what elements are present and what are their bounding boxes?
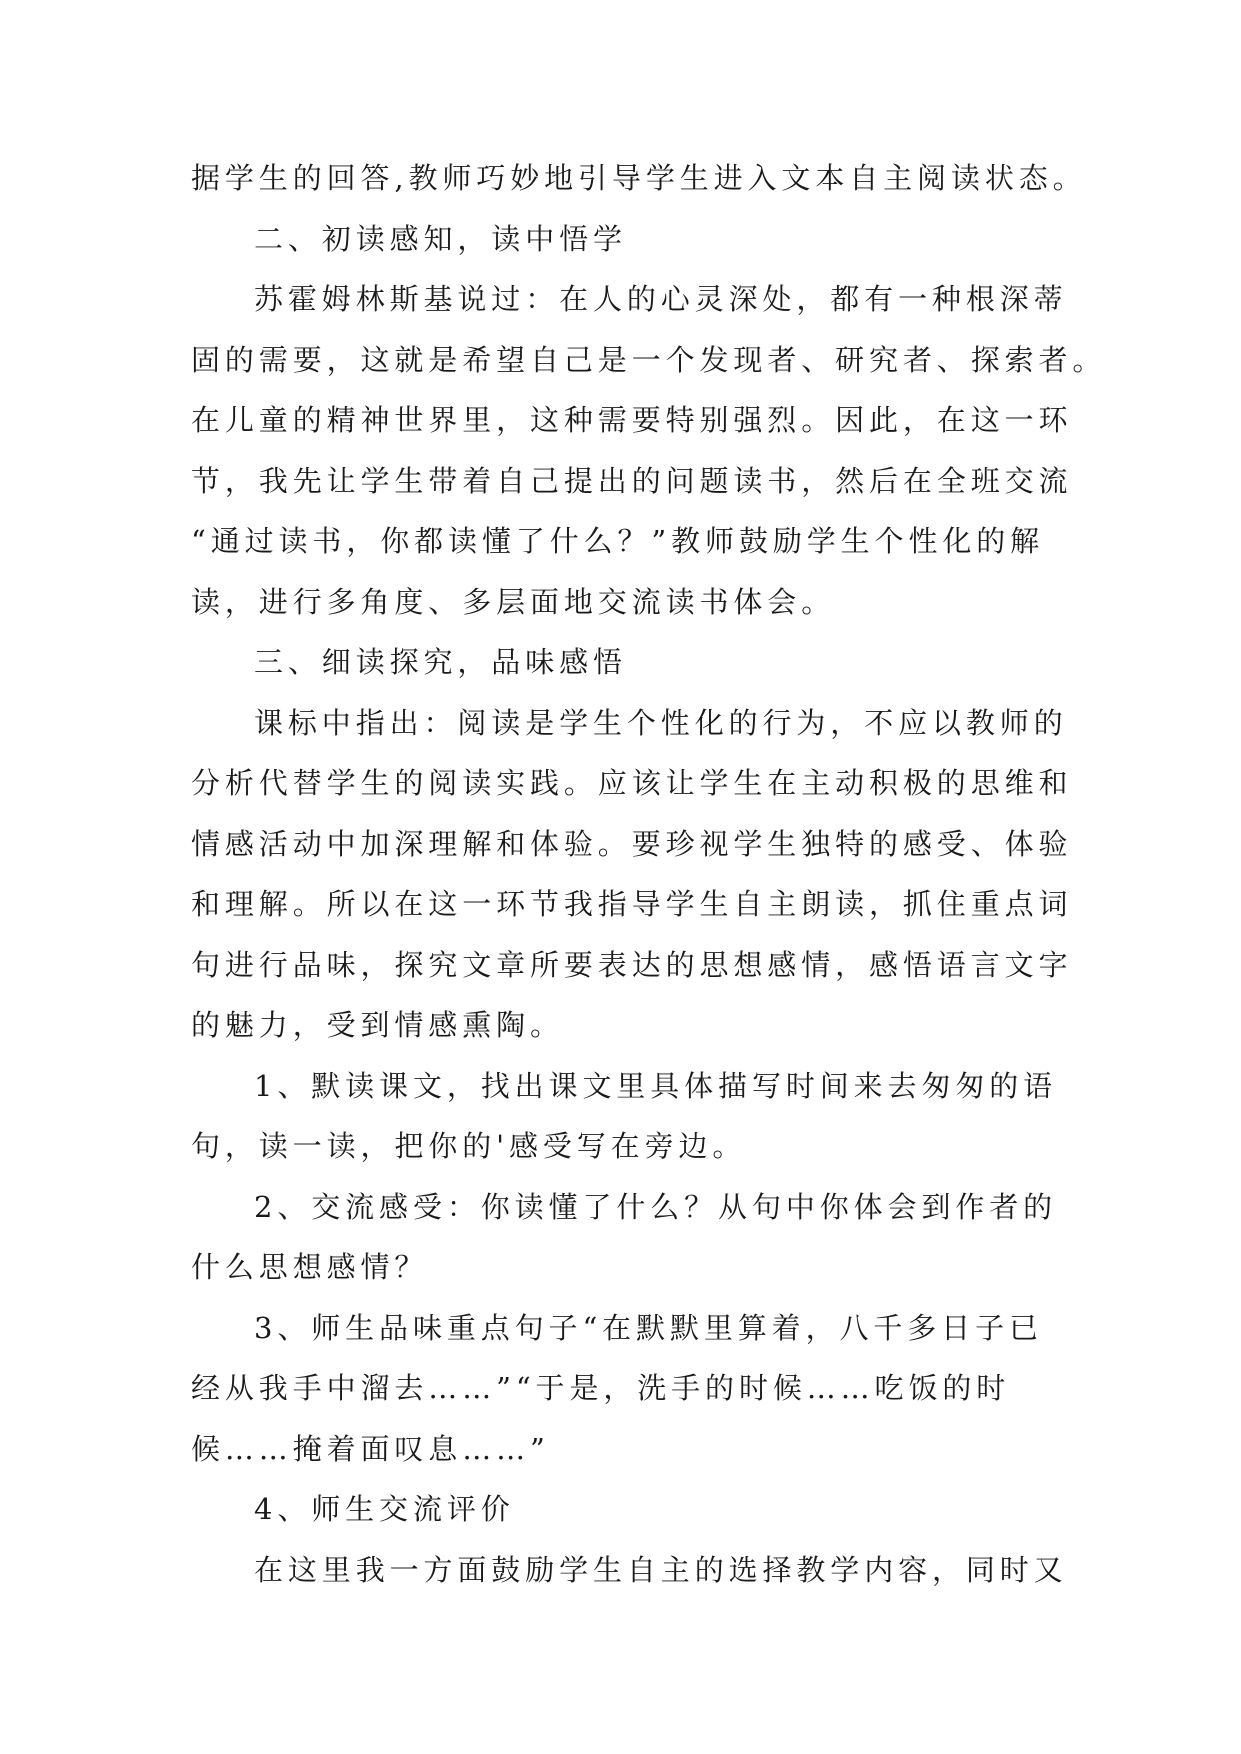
text-line: 句进行品味，探究文章所要表达的思想感情，感悟语言文字: [191, 947, 1073, 982]
body-text: [191, 148, 1107, 1600]
text-line: 经从我手中溜去……”“于是，洗手的时候……吃饭的时: [191, 1371, 1011, 1405]
text-line: 节，我先让学生带着自己提出的问题读书，然后在全班交流: [191, 463, 1073, 498]
text-line: 句，读一读，把你的'感受写在旁边。: [191, 1129, 747, 1163]
text-line: 读，进行多角度、多层面地交流读书体会。: [191, 584, 836, 619]
text-line: 固的需要，这就是希望自己是一个发现者、研究者、探索者。: [191, 342, 1107, 377]
text-line: 在这里我一方面鼓励学生自主的选择教学内容，同时又: [254, 1552, 1068, 1587]
text-line: 候……掩着面叹息……”: [191, 1431, 550, 1466]
text-line: 什么思想感情？: [191, 1250, 429, 1284]
text-line: 2、交流感受：你读懂了什么？从句中你体会到作者的: [254, 1189, 1058, 1224]
text-line: 的魅力，受到情感熏陶。: [191, 1008, 564, 1042]
text-line: 二、初读感知，读中悟学: [254, 221, 627, 256]
text-line: 据学生的回答,教师巧妙地引导学生进入文本自主阅读状态。: [191, 161, 1087, 195]
text-line: 1、默读课文，找出课文里具体描写时间来去匆匆的语: [254, 1068, 1058, 1103]
text-line: 和理解。所以在这一环节我指导学生自主朗读，抓住重点词: [191, 887, 1073, 921]
text-line: “通过读书，你都读懂了什么？”教师鼓励学生个性化的解: [191, 524, 1045, 558]
text-line: 4、师生交流评价: [254, 1492, 515, 1526]
text-line: 在儿童的精神世界里，这种需要特别强烈。因此，在这一环: [191, 403, 1073, 437]
text-line: 三、细读探究，品味感悟: [254, 645, 627, 679]
text-line: 分析代替学生的阅读实践。应该让学生在主动积极的思维和: [191, 766, 1073, 800]
text-line: 3、师生品味重点句子“在默默里算着，八千多日子已: [254, 1310, 1043, 1345]
text-line: 情感活动中加深理解和体验。要珍视学生独特的感受、体验: [191, 826, 1073, 861]
text-line: 苏霍姆林斯基说过：在人的心灵深处，都有一种根深蒂: [254, 282, 1068, 316]
text-line: 课标中指出：阅读是学生个性化的行为，不应以教师的: [254, 705, 1068, 740]
